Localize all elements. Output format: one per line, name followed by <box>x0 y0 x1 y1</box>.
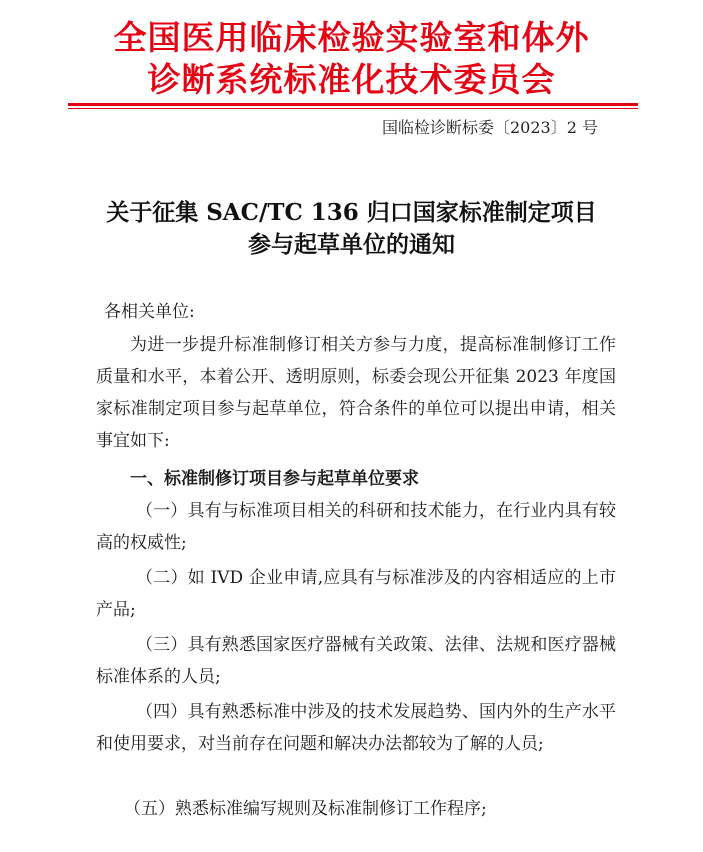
organization-name-line1: 全国医用临床检验实验室和体外 <box>113 18 590 57</box>
intro-paragraph: 为进一步提升标准制修订相关方参与力度，提高标准制修订工作质量和水平，本着公开、透明原则，标委会现公开征集 2023 年度国家标准制定项目参与起草单位，符合条件的单位可以提出申请，相关事宜如下: <box>96 335 616 451</box>
document-number: 国临检诊断标委〔2023〕2 号 <box>382 118 598 137</box>
notice-title-line2: 参与起草单位的通知 <box>248 231 455 258</box>
requirement-item-1: （一）具有与标准项目相关的科研和技术能力，在行业内具有较高的权威性; <box>96 501 616 553</box>
requirement-item-5: （五）熟悉标准编写规则及标准制修订工作程序; <box>124 799 487 819</box>
notice-title-line1: 关于征集 SAC/TC 136 归口国家标准制定项目 <box>106 199 597 226</box>
requirement-item-4: （四）具有熟悉标准中涉及的技术发展趋势、国内外的生产水平和使用要求，对当前存在问题和解决办法都较为了解的人员; <box>96 702 616 754</box>
requirement-item-3: （三）具有熟悉国家医疗器械有关政策、法律、法规和医疗器械标准体系的人员; <box>96 635 616 687</box>
organization-name-line2: 诊断系统标准化技术委员会 <box>147 60 556 99</box>
header-red-rule-thick <box>68 103 638 106</box>
section1-heading: 一、标准制修订项目参与起草单位要求 <box>130 469 419 489</box>
salutation: 各相关单位: <box>104 302 195 322</box>
header-red-rule-thin <box>68 108 638 109</box>
requirement-item-2: （二）如 IVD 企业申请,应具有与标准涉及的内容相适应的上市产品; <box>96 568 616 620</box>
